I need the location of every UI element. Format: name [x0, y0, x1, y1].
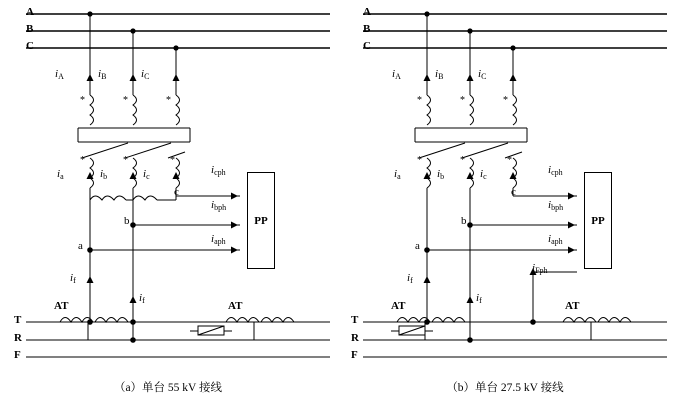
at-label-left: AT [391, 300, 406, 312]
svg-text:*: * [417, 155, 422, 166]
node-label-a: a [78, 240, 83, 252]
current-label-ibph: $i_{bph}$ [548, 199, 564, 212]
current-label-ib-primary: $i_B$ [435, 68, 444, 81]
bus-label-b: B [363, 23, 371, 35]
current-label-ib-secondary: $i_b$ [100, 168, 108, 181]
svg-text:*: * [460, 95, 465, 106]
current-label-ifph: $i_{Fph}$ [532, 262, 548, 275]
panel-b-caption: （b）单台 27.5 kV 接线 [446, 382, 564, 394]
svg-text:*: * [80, 95, 85, 106]
current-label-ic-secondary: $i_c$ [143, 168, 150, 181]
node-label-c: c [511, 186, 516, 198]
svg-text:*: * [123, 95, 128, 106]
svg-text:*: * [123, 155, 128, 166]
bus-label-b: B [26, 23, 34, 35]
current-label-if-mid: $i_f$ [139, 292, 145, 305]
bus-label-a: A [363, 6, 371, 18]
current-label-ia-secondary: $i_a$ [57, 168, 64, 181]
svg-text:*: * [80, 155, 85, 166]
svg-text:*: * [460, 155, 465, 166]
bus-label-c: C [26, 40, 34, 52]
current-label-icph: $i_{cph}$ [211, 164, 226, 177]
line-label-r: R [14, 332, 22, 344]
line-label-f: F [351, 349, 358, 361]
line-label-t: T [351, 314, 359, 326]
current-label-ib-secondary: $i_b$ [437, 168, 445, 181]
svg-text:*: * [507, 155, 512, 166]
current-label-iaph: $i_{aph}$ [211, 233, 226, 246]
svg-text:*: * [166, 95, 171, 106]
svg-text:*: * [170, 155, 175, 166]
at-label-right: AT [228, 300, 243, 312]
current-label-if-left: $i_f$ [70, 272, 76, 285]
panel-b-schematic [337, 0, 673, 403]
line-label-r: R [351, 332, 359, 344]
current-label-ic-primary: $i_C$ [478, 68, 487, 81]
pp-box[interactable]: PP [247, 172, 275, 269]
line-label-t: T [14, 314, 22, 326]
current-label-ia-primary: $i_A$ [55, 68, 64, 81]
current-label-ia-primary: $i_A$ [392, 68, 401, 81]
node-label-b: b [461, 215, 467, 227]
pp-box[interactable]: PP [584, 172, 612, 269]
panel-a-caption: （a）单台 55 kV 接线 [113, 382, 223, 394]
panel-a [0, 0, 336, 403]
current-label-ib-primary: $i_B$ [98, 68, 107, 81]
node-label-a: a [415, 240, 420, 252]
current-label-iaph: $i_{aph}$ [548, 233, 563, 246]
current-label-if-left: $i_f$ [407, 272, 413, 285]
panel-a-schematic [0, 0, 336, 403]
panel-b [337, 0, 673, 403]
node-label-c: c [174, 186, 179, 198]
bus-label-a: A [26, 6, 34, 18]
current-label-ic-secondary: $i_c$ [480, 168, 487, 181]
current-label-ibph: $i_{bph}$ [211, 199, 227, 212]
current-label-icph: $i_{cph}$ [548, 164, 563, 177]
current-label-ia-secondary: $i_a$ [394, 168, 401, 181]
current-label-ic-primary: $i_C$ [141, 68, 150, 81]
at-label-right: AT [565, 300, 580, 312]
svg-text:*: * [503, 95, 508, 106]
bus-label-c: C [363, 40, 371, 52]
line-label-f: F [14, 349, 21, 361]
current-label-if-mid: $i_f$ [476, 292, 482, 305]
svg-text:*: * [417, 95, 422, 106]
at-label-left: AT [54, 300, 69, 312]
node-label-b: b [124, 215, 130, 227]
